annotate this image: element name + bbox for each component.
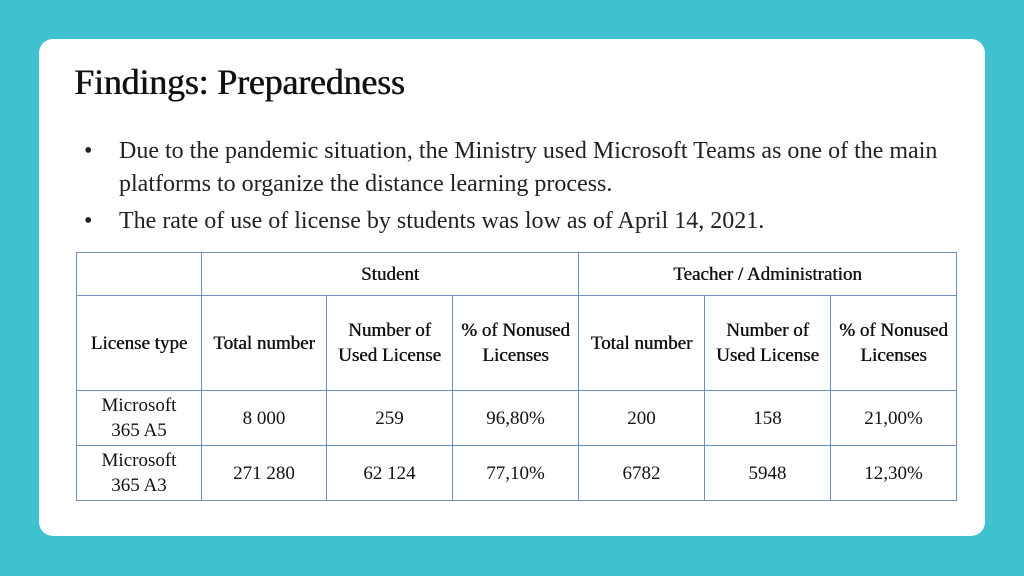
table-cell: 8 000 [202, 391, 327, 446]
table-cell: 271 280 [202, 446, 327, 501]
header-line: % of Nonused [461, 320, 570, 341]
column-header-nonused-percent [831, 296, 957, 391]
table-cell: 21,00% [831, 391, 957, 446]
row-label [77, 446, 202, 501]
table-cell: 200 [579, 391, 705, 446]
row-label-line: Microsoft [101, 395, 177, 416]
group-header-student: Student [202, 253, 579, 296]
group-header-teacher: Teacher / Administration [579, 253, 957, 296]
table-cell: 77,10% [453, 446, 579, 501]
table-row [77, 446, 957, 501]
column-header-used-license [705, 296, 831, 391]
slide-card [39, 39, 985, 536]
header-line: Total number [213, 332, 315, 354]
license-table [76, 252, 957, 501]
bullet-item [84, 135, 964, 201]
column-header-nonused-percent [453, 296, 579, 391]
header-line: Licenses [860, 345, 927, 366]
bullet-list [84, 135, 964, 242]
table-cell: 12,30% [831, 446, 957, 501]
row-label-line: Microsoft [101, 450, 177, 471]
table-cell: 96,80% [453, 391, 579, 446]
bullet-text: The rate of use of license by students was low as of April 14, 2021. [119, 208, 765, 234]
table-cell: 158 [705, 391, 831, 446]
table-cell: 259 [327, 391, 453, 446]
column-header-used-license [327, 296, 453, 391]
empty-header-cell [77, 253, 202, 296]
table-row [77, 391, 957, 446]
row-label [77, 391, 202, 446]
bullet-item [84, 205, 964, 238]
group-header-row [77, 253, 957, 296]
header-line: Used License [338, 345, 441, 366]
header-line: Total number [590, 332, 693, 354]
header-line: % of Nonused [839, 320, 948, 341]
row-label-line: 365 A3 [111, 475, 167, 496]
column-header-total-number [579, 296, 705, 391]
table-cell: 6782 [579, 446, 705, 501]
column-header-total-number [202, 296, 327, 391]
bullet-symbol: • [84, 138, 93, 164]
header-line: Used License [716, 345, 819, 366]
bullet-text: Due to the pandemic situation, the Ministry used Microsoft Teams as one of the main platforms to organize the distance learning process. [119, 138, 938, 197]
row-label-line: 365 A5 [111, 420, 167, 441]
header-line: Number of [726, 320, 809, 341]
slide-title: Findings: Preparedness [74, 62, 405, 102]
header-line: Licenses [482, 345, 549, 366]
header-line: Number of [348, 320, 431, 341]
table-cell: 62 124 [327, 446, 453, 501]
column-header-license-type: License type [77, 296, 202, 391]
table-cell: 5948 [705, 446, 831, 501]
bullet-symbol: • [84, 208, 93, 234]
column-header-row [77, 296, 957, 391]
